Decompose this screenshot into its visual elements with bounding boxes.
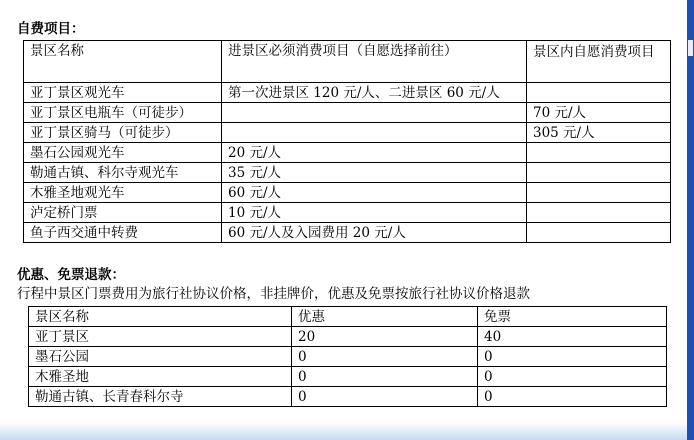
cell-required-item [222,103,527,123]
cell-optional-item [527,163,671,183]
header-cell-required-items: 进景区必须消费项目（自愿选择前往） [222,41,527,83]
table-row [29,387,667,407]
table-row [24,203,671,223]
cell-scenic-name: 鱼子西交通中转费 [24,223,222,243]
header-cell-discount: 优惠 [292,307,478,327]
header-cell-scenic-name: 景区名称 [29,307,292,327]
self-pay-heading: 自费项目： [17,21,85,37]
cell-required-item: 10 元/人 [222,203,527,223]
header-cell-free-ticket: 免票 [478,307,667,327]
cell-optional-item [527,223,671,243]
table-row [24,183,671,203]
cell-optional-item [527,143,671,163]
refund-note: 行程中景区门票费用为旅行社协议价格，非挂牌价，优惠及免票按旅行社协议价格退款 [17,286,530,302]
cell-free-ticket: 0 [478,347,667,367]
cell-discount: 0 [292,387,478,407]
table-row [29,327,667,347]
cell-optional-item: 305 元/人 [527,123,671,143]
cell-free-ticket: 0 [478,387,667,407]
table-row [29,347,667,367]
cell-free-ticket: 0 [478,367,667,387]
discount-refund-table [28,306,667,407]
cell-scenic-name: 亚丁景区 [29,327,292,347]
self-pay-table [23,40,671,243]
cell-required-item: 第一次进景区 120 元/人、二进景区 60 元/人 [222,83,527,103]
cell-required-item: 60 元/人 [222,183,527,203]
cell-scenic-name: 亚丁景区观光车 [24,83,222,103]
scrollbar-strip[interactable] [687,0,694,440]
cell-scenic-name: 亚丁景区骑马（可徒步） [24,123,222,143]
table-header-row [24,41,671,83]
cell-scenic-name: 木雅圣地观光车 [24,183,222,203]
cell-optional-item [527,183,671,203]
cell-required-item: 35 元/人 [222,163,527,183]
cell-optional-item [527,203,671,223]
cell-optional-item [527,83,671,103]
cell-discount: 0 [292,347,478,367]
cell-scenic-name: 亚丁景区电瓶车（可徒步） [24,103,222,123]
cell-discount: 20 [292,327,478,347]
cell-scenic-name: 勒通古镇、长青春科尔寺 [29,387,292,407]
table-header-row [29,307,667,327]
table-row [24,103,671,123]
table-row [24,223,671,243]
table-row [29,367,667,387]
cell-required-item [222,123,527,143]
cell-optional-item: 70 元/人 [527,103,671,123]
cell-required-item: 60 元/人及入园费用 20 元/人 [222,223,527,243]
table-row [24,163,671,183]
window-bottom-fade [0,422,687,440]
discount-refund-heading: 优惠、免票退款： [17,267,125,283]
table-row [24,143,671,163]
cell-scenic-name: 墨石公园 [29,347,292,367]
cell-scenic-name: 泸定桥门票 [24,203,222,223]
cell-scenic-name: 勒通古镇、科尔寺观光车 [24,163,222,183]
table-row [24,83,671,103]
table-row [24,123,671,143]
cell-free-ticket: 40 [478,327,667,347]
cell-required-item: 20 元/人 [222,143,527,163]
cell-discount: 0 [292,367,478,387]
cell-scenic-name: 木雅圣地 [29,367,292,387]
header-cell-scenic-name: 景区名称 [24,41,222,83]
header-cell-optional-items: 景区内自愿消费项目 [527,41,671,83]
cell-scenic-name: 墨石公园观光车 [24,143,222,163]
scrollbar-thumb[interactable] [688,40,693,56]
